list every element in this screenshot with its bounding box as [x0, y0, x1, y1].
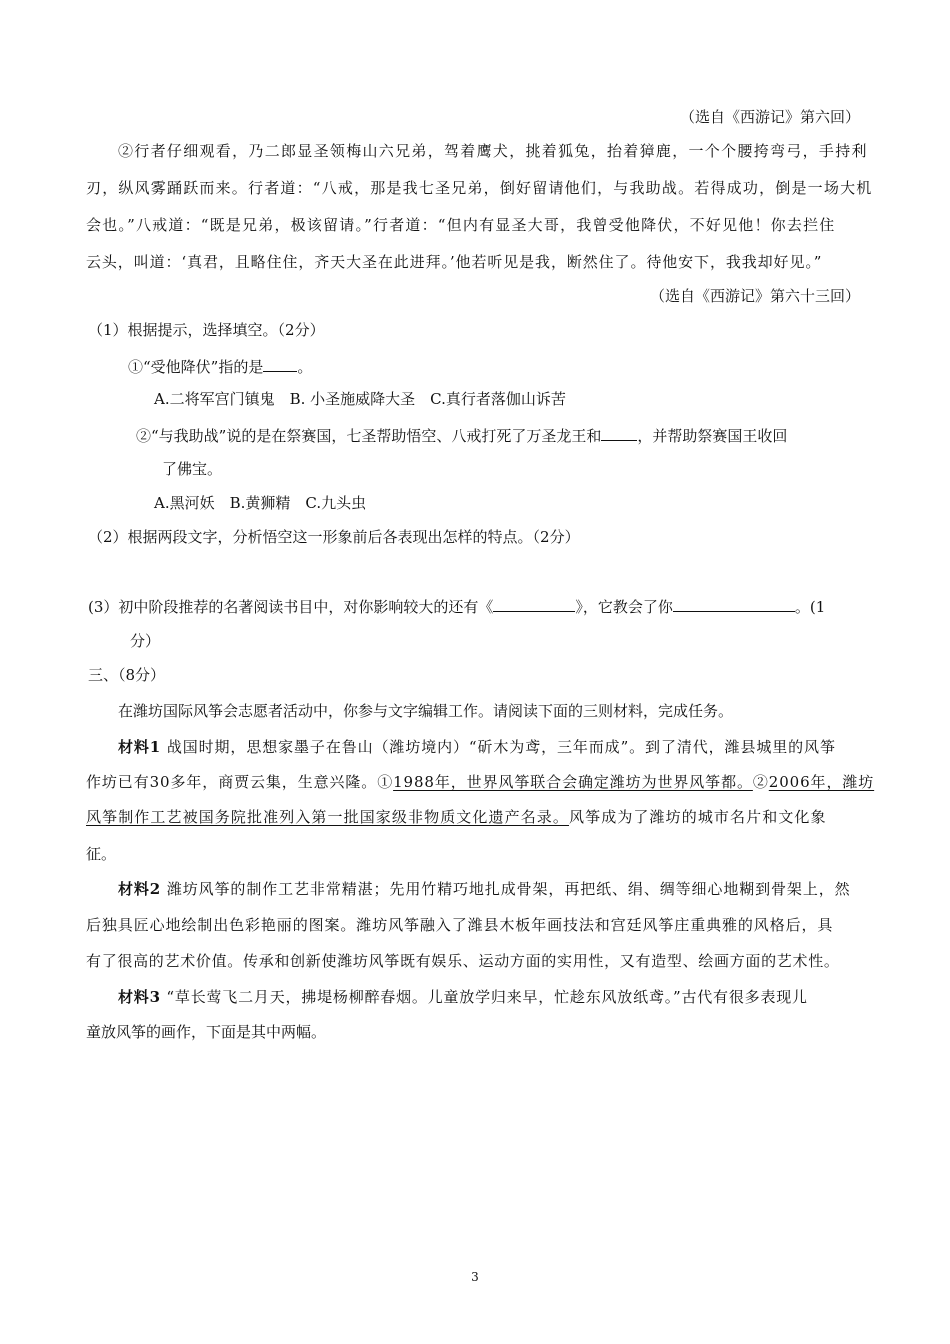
question-1-sub-2-cont: 了佛宝。	[162, 460, 223, 478]
q1-sub1-end: 。	[297, 358, 313, 376]
material-1-line-4: 征。	[86, 845, 117, 863]
question-1-sub-1-options: A.二将军宫门镇鬼 B. 小圣施威降大圣 C.真行者落伽山诉苦	[154, 390, 566, 408]
source-citation-1: （选自《西游记》第六回）	[679, 108, 860, 126]
material-1-text-2: 作坊已有30多年，商贾云集，生意兴隆。①	[86, 773, 394, 791]
material-2-line-2: 后独具匠心地绘制出色彩艳丽的图案。潍坊风筝融入了潍县木板年画技法和宫廷风筝庄重典雅的风格后，具	[86, 916, 834, 934]
question-1-sub-2-options: A.黑河妖 B.黄狮精 C.九头虫	[154, 494, 367, 512]
material-1-text-3: 风筝成为了潍坊的城市名片和文化象	[569, 808, 827, 826]
material-1-line-1	[118, 736, 836, 758]
material-3-line-1	[118, 986, 808, 1008]
q1-sub1-blank[interactable]	[263, 354, 297, 372]
material-2-text-1: 潍坊风筝的制作工艺非常精湛；先用竹精巧地扎成骨架，再把纸、绢、绸等细心地糊到骨架上，然	[166, 880, 851, 898]
material-1-underlined-sentence-1: 1988年，世界风筝联合会确定潍坊为世界风筝都。	[393, 773, 753, 791]
material-2-line-1	[118, 878, 851, 900]
material-1-underlined-sentence-2b: 风筝制作工艺被国务院批准列入第一批国家级非物质文化遗产名录。	[86, 808, 570, 826]
section-3-heading: 三、（8分）	[88, 666, 166, 684]
q1-sub2-text-end: ，并帮助祭赛国王收回	[637, 427, 788, 445]
q1-sub2-blank[interactable]	[601, 423, 637, 441]
question-1-sub-2	[136, 423, 787, 447]
q1-sub2-text: ②“与我助战”说的是在祭赛国，七圣帮助悟空、八戒打死了万圣龙王和	[136, 427, 602, 445]
material-1-marker-2: ②	[752, 773, 769, 791]
material-1-line-3	[86, 806, 827, 828]
passage-2-line-1: ②行者仔细观看，乃二郎显圣领梅山六兄弟，驾着鹰犬，挑着狐兔，抬着獐鹿，一个个腰挎弯弓，手持利	[118, 142, 868, 160]
q1-sub1-text: ①“受他降伏”指的是	[128, 358, 264, 376]
question-3-cont: 分）	[130, 632, 161, 650]
q3-text-2: 》，它教会了你	[575, 598, 673, 616]
material-1-text-1: 战国时期，思想家墨子在鲁山（潍坊境内）“斫木为鸢，三年而成”。到了清代，潍县城里的风筝	[166, 738, 836, 756]
passage-2-line-2: 刃，纵风雾踊跃而来。行者道：“八戒，那是我七圣兄弟，倒好留请他们，与我助战。若得成功，倒是一场大机	[86, 179, 873, 197]
page-number: 3	[471, 1270, 479, 1284]
material-3-text-1: “草长莺飞二月天，拂堤杨柳醉春烟。儿童放学归来早，忙趁东风放纸鸢。”古代有很多表现儿	[166, 988, 808, 1006]
q3-text-1: (3）初中阶段推荐的名著阅读书目中，对你影响较大的还有《	[88, 598, 494, 616]
material-1-underlined-sentence-2a: 2006年，潍坊	[768, 773, 875, 791]
q3-book-blank[interactable]	[493, 594, 575, 612]
q3-lesson-blank[interactable]	[673, 594, 795, 612]
material-1-line-2	[86, 771, 874, 793]
question-1-stem: （1）根据提示，选择填空。（2分）	[88, 321, 325, 339]
material-1-label: 材料1	[118, 738, 162, 756]
question-2-stem: （2）根据两段文字，分析悟空这一形象前后各表现出怎样的特点。（2分）	[88, 528, 580, 546]
material-3-line-2: 童放风筝的画作，下面是其中两幅。	[86, 1023, 327, 1041]
material-2-label: 材料2	[118, 880, 162, 898]
material-3-label: 材料3	[118, 988, 161, 1006]
material-2-line-3: 有了很高的艺术价值。传承和创新使潍坊风筝既有娱乐、运动方面的实用性，又有造型、绘画方面的艺术性。	[86, 952, 840, 970]
section-3-intro: 在潍坊国际风筝会志愿者活动中，你参与文字编辑工作。请阅读下面的三则材料，完成任务。	[118, 702, 734, 720]
source-citation-2: （选自《西游记》第六十三回）	[649, 287, 860, 305]
q3-text-3: 。(1	[794, 598, 826, 616]
question-3	[88, 594, 825, 618]
question-1-sub-1	[128, 354, 312, 378]
passage-2-line-4: 云头，叫道：‘真君，且略住住，齐天大圣在此进拜。’他若听见是我，断然住了。待他安下，我我却好见。”	[86, 253, 823, 271]
passage-2-line-3: 会也。”八戒道：“既是兄弟，极该留请。”行者道：“但内有显圣大哥，我曾受他降伏，不好见他！你去拦住	[86, 216, 836, 234]
